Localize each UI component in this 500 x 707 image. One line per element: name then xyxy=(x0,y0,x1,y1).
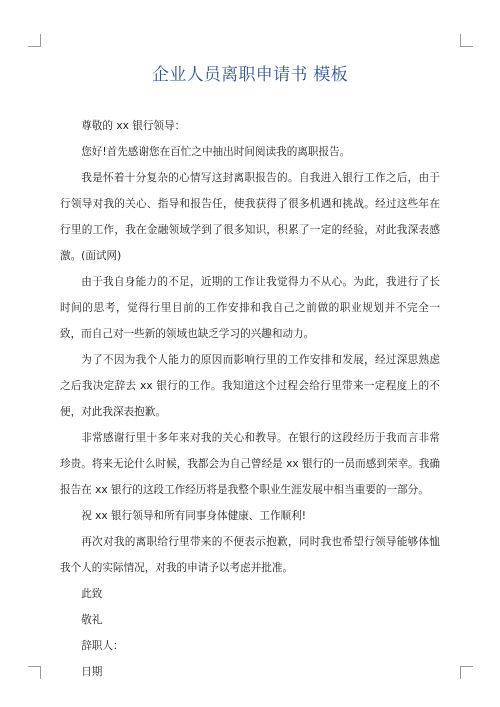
document-title: 企业人员离职申请书 模板 xyxy=(151,65,348,85)
crop-mark-bottom-right xyxy=(460,666,473,679)
crop-mark-top-right xyxy=(460,34,473,47)
crop-mark-top-left xyxy=(28,34,41,47)
body-paragraph: 祝 xx 银行领导和所有同事身体健康、工作顺利! xyxy=(81,510,306,522)
regards-line: 敬礼 xyxy=(81,614,103,626)
body-paragraph: 我是怀着十分复杂的心情写这封离职报告的。自我进入银行工作之后，由于行领导对我的关心、指导和报告任，使我获得了很多机遇和挑战。经过这些年在行里的工作，我在金融领域学到了很多知识，积累了一定的经验，对此我深表感激。(面试网) xyxy=(60,172,440,262)
body-paragraph: 由于我自身能力的不足，近期的工作让我觉得力不从心。为此，我进行了长时间的思考，觉得行里目前的工作安排和我自己之前做的职业规划并不完全一致，而自己对一些新的领域也缺乏学习的兴趣和动力。 xyxy=(60,276,440,340)
date-label: 日期 xyxy=(81,666,103,678)
salutation: 尊敬的 xx 银行领导： xyxy=(81,120,186,132)
document-body xyxy=(60,113,440,685)
body-paragraph: 再次对我的离职给行里带来的不便表示抱歉，同时我也希望行领导能够体恤我个人的实际情况，对我的申请予以考虑并批准。 xyxy=(60,536,440,574)
body-paragraph: 您好!首先感谢您在百忙之中抽出时间阅读我的离职报告。 xyxy=(81,146,351,158)
signature-label: 辞职人： xyxy=(81,640,124,652)
closing-line: 此致 xyxy=(81,588,103,600)
crop-mark-bottom-left xyxy=(28,666,41,679)
body-paragraph: 非常感谢行里十多年来对我的关心和教导。在银行的这段经历于我而言非常珍贵。将来无论什么时候，我都会为自己曾经是 xx 银行的一员而感到荣幸。我确报告在 xx 银行的这段工作经历将是我整个职业生涯发展中相当重要的一部分。 xyxy=(60,432,440,496)
body-paragraph: 为了不因为我个人能力的原因而影响行里的工作安排和发展，经过深思熟虑之后我决定辞去 xx 银行的工作。我知道这个过程会给行里带来一定程度上的不便，对此我深表抱歉。 xyxy=(60,354,440,418)
